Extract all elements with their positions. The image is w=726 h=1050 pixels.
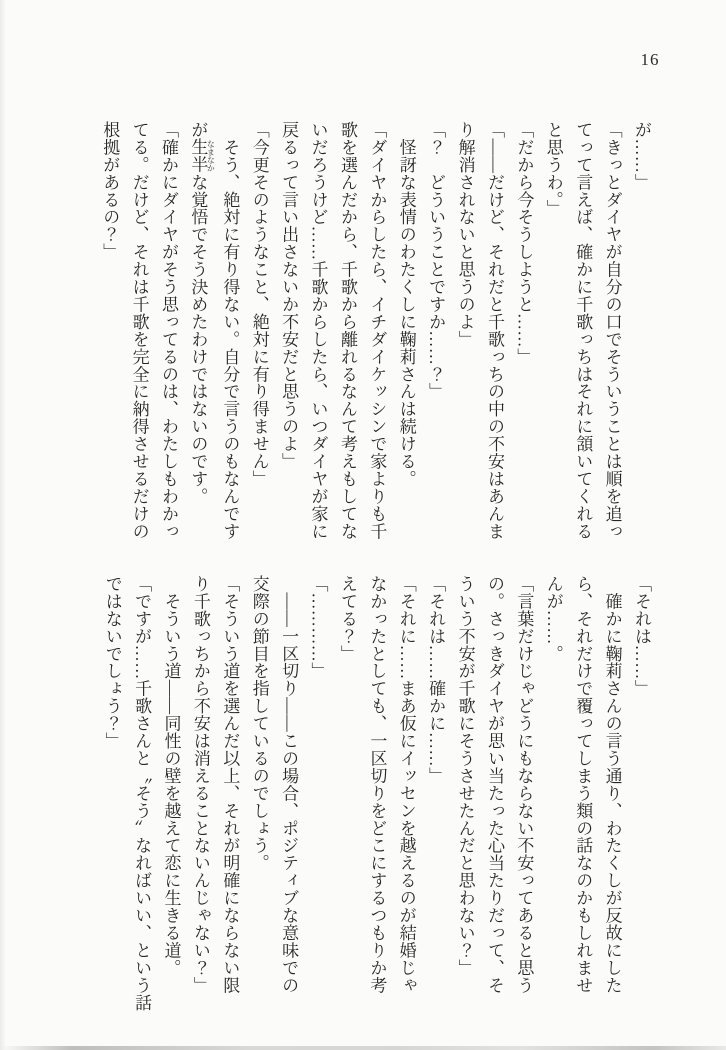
text-line: が……」 bbox=[632, 121, 651, 191]
text-line: 「それは……確かに……」 bbox=[426, 575, 446, 785]
text-line: てって言えば、確かに千歌っちはそれに頷いてくれる bbox=[573, 121, 593, 540]
text-line: 「今更そのようなこと、絶対に有り得ません」 bbox=[249, 121, 269, 488]
page-number: 16 bbox=[640, 50, 660, 69]
text-line: ――一区切り――この場合、ポジティブな意味での bbox=[279, 575, 299, 994]
text-line: と思うわ。」 bbox=[543, 121, 563, 218]
text-line: そう、絶対に有り得ない。自分で言うのもなんです bbox=[220, 121, 240, 540]
scan-edge-left-artifact bbox=[0, 0, 6, 1050]
furigana: 生半 なまなか bbox=[188, 138, 216, 174]
text-line: 「…………」 bbox=[308, 575, 328, 680]
text-tier-bottom bbox=[97, 575, 656, 1012]
text-line: えてる？」 bbox=[337, 575, 357, 663]
text-line: なかったとしても、一区切りをどこにするつもりか考 bbox=[367, 575, 387, 994]
text-line: てる。だけど、それは千歌を完全に納得させるだけの bbox=[129, 121, 149, 540]
text-line: 確かに鞠莉さんの言う通り、わたくしが反故にした bbox=[602, 575, 622, 994]
text-line: ら、それだけで覆ってしまう類の話なのかもしれませ bbox=[573, 575, 593, 994]
text-line: 「言葉だけじゃどうにもならない不安ってあると思う bbox=[514, 575, 534, 994]
text-line: いだろうけど……千歌からしたら、いつダイヤが家に bbox=[308, 121, 328, 540]
text-line: そういう道――同性の壁を越えて恋に生きる道。 bbox=[161, 575, 181, 977]
text-line: んが……。 bbox=[543, 575, 563, 663]
text-line: 「そういう道を選んだ以上、それが明確にならない限 bbox=[220, 575, 240, 994]
text-line: 歌を選んだから、千歌から離れるなんて考えもしてな bbox=[337, 121, 357, 540]
text-line: 「それは……」 bbox=[632, 575, 651, 698]
text-line: り千歌っちから不安は消えることないんじゃない？」 bbox=[190, 575, 210, 994]
text-line: 「？ どういうことですか……？」 bbox=[426, 121, 446, 401]
text-line: 戻るって言い出さないか不安だと思うのよ」 bbox=[279, 121, 299, 470]
text-line: 「確かにダイヤがそう思ってるのは、わたしもわかっ bbox=[159, 121, 178, 540]
text-tier-top bbox=[95, 121, 656, 549]
text-line: の。さっきダイヤが思い当たった心当たりだって、そ bbox=[484, 575, 504, 994]
text-line: 「ですが……千歌さんと〝そう〟なればいい、という話 bbox=[132, 575, 152, 1012]
text-line: ういう不安が千歌にそうさせたんだと思わない？」 bbox=[455, 575, 475, 977]
text-line: 交際の節目を指しているのでしょう。 bbox=[249, 575, 269, 872]
text-line: が生半 なまなかな覚悟でそう決めたわけではないのです。 bbox=[188, 121, 216, 505]
text-line: 「だから今そうしようと……」 bbox=[514, 121, 534, 366]
text-line: ではないでしょう？」 bbox=[102, 575, 122, 750]
text-line: 「それに……まあ仮にイッセンを越えるのが結婚じゃ bbox=[396, 575, 416, 994]
scan-edge-bottom-artifact bbox=[0, 1046, 726, 1050]
text-line: 「ダイヤからしたら、イチダイケッシンで家よりも千 bbox=[367, 121, 387, 540]
text-line: り解消されないと思うのよ」 bbox=[455, 121, 475, 348]
text-line: 怪訝な表情のわたくしに鞠莉さんは続ける。 bbox=[396, 121, 416, 488]
text-line: 根拠があるの？」 bbox=[100, 121, 120, 261]
text-line: 「――だけど、それだと千歌っちの中の不安はあんま bbox=[484, 121, 504, 540]
text-line: 「きっとダイヤが自分の口でそういうことは順を追っ bbox=[602, 121, 622, 540]
